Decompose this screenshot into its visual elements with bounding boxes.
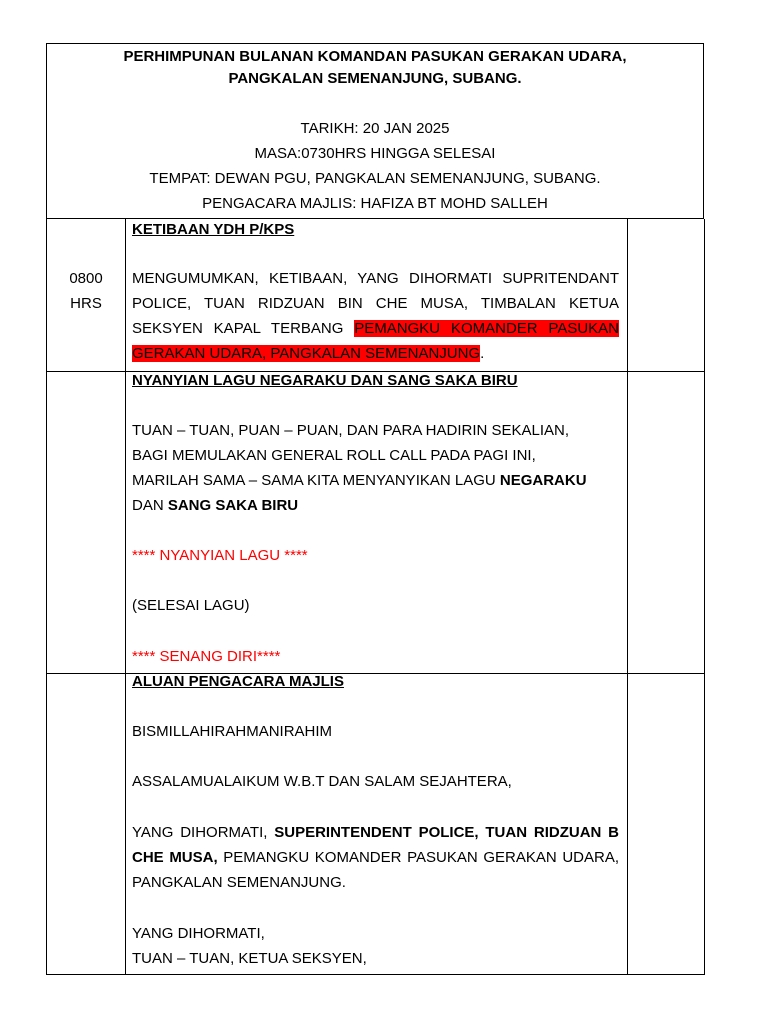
row1-paragraph — [132, 266, 619, 366]
row1-end: . — [480, 345, 485, 362]
time-value: 0800 — [69, 270, 103, 287]
row2-line2: BAGI MEMULAKAN GENERAL ROLL CALL PADA PAGI INI, — [132, 447, 536, 464]
row1-text: MENGUMUMKAN, KETIBAAN, YANG DIHORMATI SUPRITENDANT POLICE, TUAN RIDZUAN BIN CHE MUSA, TIMBALAN KETUA SEKSYEN KAPAL TERBANG — [132, 270, 619, 337]
row2-line4-bold: SANG SAKA BIRU — [167, 497, 299, 514]
row3-para-text: YANG DIHORMATI, — [132, 824, 275, 841]
row3-yang-dihormati: YANG DIHORMATI, — [132, 925, 265, 942]
tarikh: TARIKH: 20 JAN 2025 — [300, 120, 450, 137]
column-divider-2 — [627, 219, 628, 975]
pengacara: PENGACARA MAJLIS: HAFIZA BT MOHD SALLEH — [202, 195, 548, 212]
row3-para-bold: SUPERINTENDENT POLICE, TUAN RIDZUAN B CHE MUSA, — [132, 824, 619, 866]
row2-line3-text: MARILAH SAMA – SAMA KITA MENYANYIKAN LAGU — [132, 472, 500, 489]
column-divider-1 — [125, 219, 126, 975]
row3-paragraph — [132, 820, 619, 895]
row1-heading: KETIBAAN YDH P/KPS — [132, 221, 295, 238]
row3-bismillah: BISMILLAHIRAHMANIRAHIM — [132, 723, 333, 740]
row2-cue-nyanyian: **** NYANYIAN LAGU **** — [132, 547, 308, 564]
time-unit: HRS — [70, 295, 102, 312]
title-line-2: PANGKALAN SEMENANJUNG, SUBANG. — [228, 70, 522, 87]
row2-selesai: (SELESAI LAGU) — [132, 597, 250, 614]
time-label — [47, 266, 125, 316]
row1-highlighted-text: PEMANGKU KOMANDER PASUKAN GERAKAN UDARA, PANGKALAN SEMENANJUNG — [132, 320, 620, 362]
row3-tuan: TUAN – TUAN, KETUA SEKSYEN, — [132, 950, 367, 967]
masa: MASA:0730HRS HINGGA SELESAI — [254, 145, 496, 162]
header-box — [46, 43, 704, 219]
row2-line1: TUAN – TUAN, PUAN – PUAN, DAN PARA HADIRIN SEKALIAN, — [132, 422, 570, 439]
row3-heading: ALUAN PENGACARA MAJLIS — [132, 673, 344, 690]
row3-para-rest: PEMANGKU KOMANDER PASUKAN GERAKAN UDARA, PANGKALAN SEMENANJUNG. — [132, 849, 620, 891]
row2-heading: NYANYIAN LAGU NEGARAKU DAN SANG SAKA BIRU — [132, 372, 518, 389]
row2-cue-senang-diri: **** SENANG DIRI**** — [132, 648, 281, 665]
tempat: TEMPAT: DEWAN PGU, PANGKALAN SEMENANJUNG, SUBANG. — [149, 170, 601, 187]
row2-line4 — [132, 493, 619, 518]
row2-line4-text: DAN — [132, 497, 168, 514]
title-line-1: PERHIMPUNAN BULANAN KOMANDAN PASUKAN GERAKAN UDARA, — [123, 48, 627, 65]
row2-line3 — [132, 468, 619, 493]
row2-line3-bold: NEGARAKU — [499, 472, 587, 489]
row3-salam: ASSALAMUALAIKUM W.B.T DAN SALAM SEJAHTERA, — [132, 773, 512, 790]
